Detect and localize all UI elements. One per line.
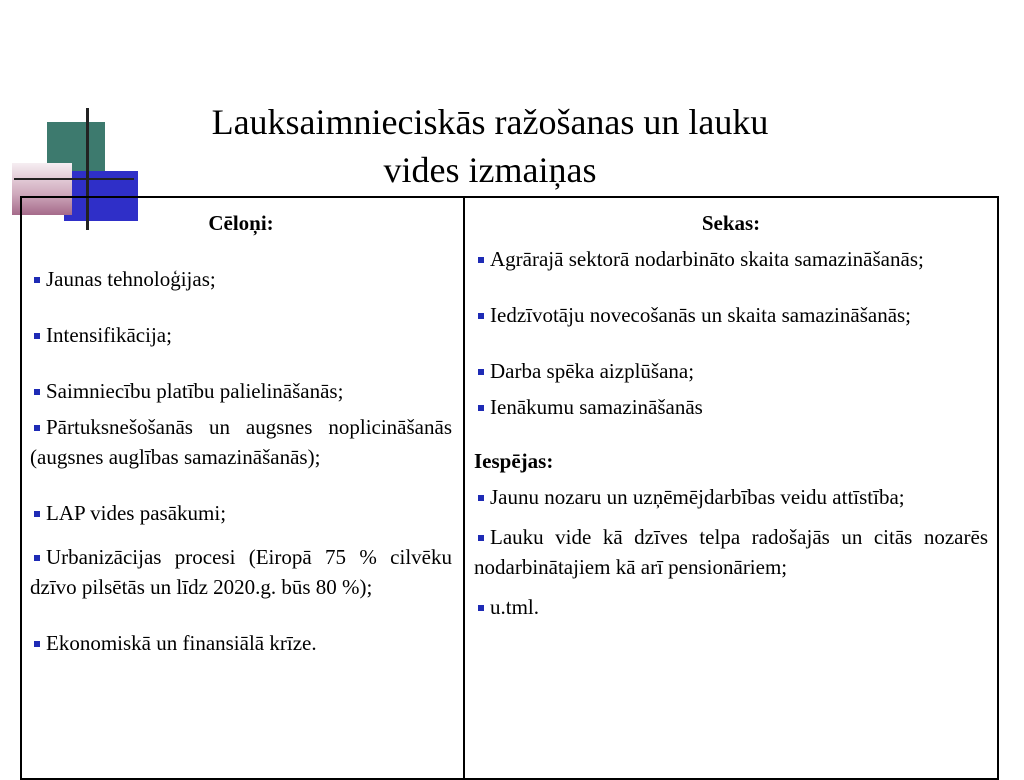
content-table (20, 196, 999, 780)
bullet-icon (478, 405, 484, 411)
bullet-icon (478, 535, 484, 541)
column-divider (463, 198, 465, 778)
bullet-icon (478, 257, 484, 263)
title-line-1: Lauksaimnieciskās ražošanas un lauku (211, 102, 769, 142)
bullet-icon (34, 333, 40, 339)
bullet-icon (34, 389, 40, 395)
slide-title (160, 98, 820, 194)
list-item: Lauku vide kā dzīves telpa radošajās un citās nozarēs nodarbinātajiem kā arī pensionāriem; (474, 525, 988, 579)
list-item: Ienākumu samazināšanās (474, 392, 988, 422)
bullet-icon (34, 641, 40, 647)
bullet-icon (478, 369, 484, 375)
list-item: Agrārajā sektorā nodarbināto skaita samazināšanās; (474, 244, 988, 274)
list-item: Darba spēka aizplūšana; (474, 356, 988, 386)
list-item: Intensifikācija; (30, 320, 452, 350)
causes-column (30, 208, 452, 658)
bullet-icon (34, 277, 40, 283)
opportunities-header: Iespējas: (474, 449, 554, 473)
list-item: u.tml. (474, 592, 988, 622)
consequences-column (474, 208, 988, 622)
bullet-icon (478, 495, 484, 501)
consequences-header: Sekas: (701, 211, 761, 235)
horizontal-line (14, 178, 134, 180)
consequences-list (474, 244, 988, 422)
bullet-icon (34, 511, 40, 517)
causes-header: Cēloņi: (208, 211, 274, 235)
list-item: Jaunu nozaru un uzņēmējdarbības veidu attīstība; (474, 482, 988, 512)
bullet-icon (34, 555, 40, 561)
list-item: Jaunas tehnoloģijas; (30, 264, 452, 294)
list-item: Ekonomiskā un finansiālā krīze. (30, 628, 452, 658)
list-item: Urbanizācijas procesi (Eiropā 75 % cilvēku dzīvo pilsētās un līdz 2020.g. būs 80 %); (30, 545, 452, 599)
list-item: Iedzīvotāju novecošanās un skaita samazināšanās; (474, 300, 988, 330)
bullet-icon (478, 605, 484, 611)
opportunities-list (474, 482, 988, 622)
list-item: Pārtuksnešošanās un augsnes noplicināšanās (augsnes auglības samazināšanās); (30, 415, 452, 469)
title-line-2: vides izmaiņas (383, 150, 597, 190)
bullet-icon (34, 425, 40, 431)
list-item: LAP vides pasākumi; (30, 498, 452, 528)
bullet-icon (478, 313, 484, 319)
causes-list (30, 264, 452, 658)
list-item: Saimniecību platību palielināšanās; (30, 376, 452, 406)
